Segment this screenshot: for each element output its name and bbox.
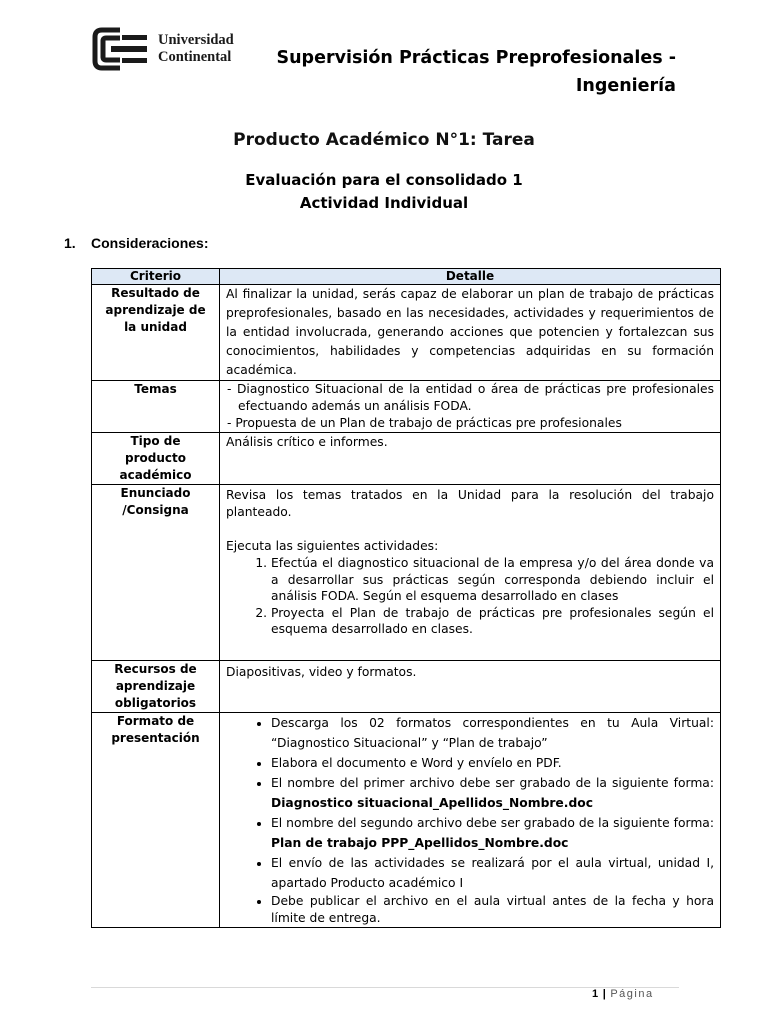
list-item: • Descarga los 02 formatos correspondientes en tu Aula Virtual: “Diagnostico Situacional” y “Plan de trabajo” <box>271 713 714 753</box>
list-item-text: El nombre del primer archivo debe ser grabado de la siguiente forma: <box>271 776 714 790</box>
document-subtitle-2: Actividad Individual <box>299 194 469 212</box>
page-footer <box>592 988 654 1000</box>
criterio-cell: Enunciado /Consigna <box>92 485 220 661</box>
list-item: 2. Proyecta el Plan de trabajo de prácticas pre profesionales según el esquema desarrollado en clases. <box>271 605 714 638</box>
table-row-resultado <box>92 285 721 381</box>
detalle-cell <box>220 713 721 928</box>
table-row-temas <box>92 381 721 433</box>
list-item: 1. Efectúa el diagnostico situacional de la empresa y/o del área donde va a desarrollar sus prácticas según corresponda debiendo incluir el análisis FODA. Según el esquema desarrollado en clases <box>271 555 714 605</box>
file-name: Plan de trabajo PPP_Apellidos_Nombre.doc <box>271 836 569 850</box>
temas-list <box>226 381 714 432</box>
table-header-row <box>92 269 721 285</box>
detalle-cell: Al finalizar la unidad, serás capaz de elaborar un plan de trabajo de prácticas preprofesionales, basado en las necesidades, actividades y requerimientos de la entidad involucrada, generando acciones que potencien y fortalezcan sus conocimientos, habilidades y competencias adquiridas en su formación académica. <box>220 285 721 381</box>
considerations-table <box>91 268 721 928</box>
detalle-cell: Análisis crítico e informes. <box>220 433 721 485</box>
column-header-criterio: Criterio <box>92 269 220 285</box>
list-item <box>271 813 714 853</box>
section-heading <box>64 235 208 251</box>
detalle-cell <box>220 381 721 433</box>
section-title: Consideraciones: <box>91 235 209 251</box>
list-item-text: El nombre del segundo archivo debe ser grabado de la siguiente forma: <box>271 816 714 830</box>
list-item: • El envío de las actividades se realizará por el aula virtual, unidad I, apartado Producto académico I <box>271 853 714 893</box>
university-logo <box>92 26 252 72</box>
document-subtitle-1: Evaluación para el consolidado 1 <box>245 171 523 189</box>
page-label: Página <box>610 988 654 1000</box>
detalle-cell: Diapositivas, video y formatos. <box>220 661 721 713</box>
detalle-cell <box>220 485 721 661</box>
list-item: - Propuesta de un Plan de trabajo de prácticas pre profesionales <box>227 416 622 430</box>
logo-line-2: Continental <box>158 49 232 65</box>
criterio-cell: Temas <box>92 381 220 433</box>
footer-separator: | <box>602 988 606 1000</box>
section-number: 1. <box>64 235 76 251</box>
logo-wordmark <box>158 32 234 66</box>
enunciado-lead: Ejecuta las siguientes actividades: <box>226 539 439 553</box>
document-title: Producto Académico N°1: Tarea <box>233 130 535 150</box>
header-title <box>270 44 676 100</box>
table-row-enunciado <box>92 485 721 661</box>
list-item: - Diagnostico Situacional de la entidad o área de prácticas pre profesionales efectuando además un análisis FODA. <box>227 382 714 413</box>
criterio-cell: Recursos de aprendizaje obligatorios <box>92 661 220 713</box>
list-item: • Elabora el documento e Word y envíelo en PDF. <box>271 753 714 773</box>
table-row-formato <box>92 713 721 928</box>
header-title-line-1: Supervisión Prácticas Preprofesionales - <box>276 48 676 68</box>
file-name: Diagnostico situacional_Apellidos_Nombre.doc <box>271 796 593 810</box>
column-header-detalle: Detalle <box>220 269 721 285</box>
list-item: • Debe publicar el archivo en el aula virtual antes de la fecha y hora límite de entrega. <box>271 893 714 927</box>
footer-divider <box>91 987 679 988</box>
table-row-tipo <box>92 433 721 485</box>
logo-line-1: Universidad <box>158 32 234 48</box>
page-number: 1 <box>592 988 599 1000</box>
university-logo-icon <box>92 27 150 71</box>
list-item <box>271 773 714 813</box>
criterio-cell: Tipo de producto académico <box>92 433 220 485</box>
header-title-line-2: Ingeniería <box>575 76 676 96</box>
criterio-cell: Formato de presentación <box>92 713 220 928</box>
criterio-cell: Resultado de aprendizaje de la unidad <box>92 285 220 381</box>
table-row-recursos <box>92 661 721 713</box>
activities-list <box>226 555 714 638</box>
format-list <box>226 713 714 927</box>
enunciado-intro: Revisa los temas tratados en la Unidad para la resolución del trabajo planteado. <box>226 488 714 519</box>
